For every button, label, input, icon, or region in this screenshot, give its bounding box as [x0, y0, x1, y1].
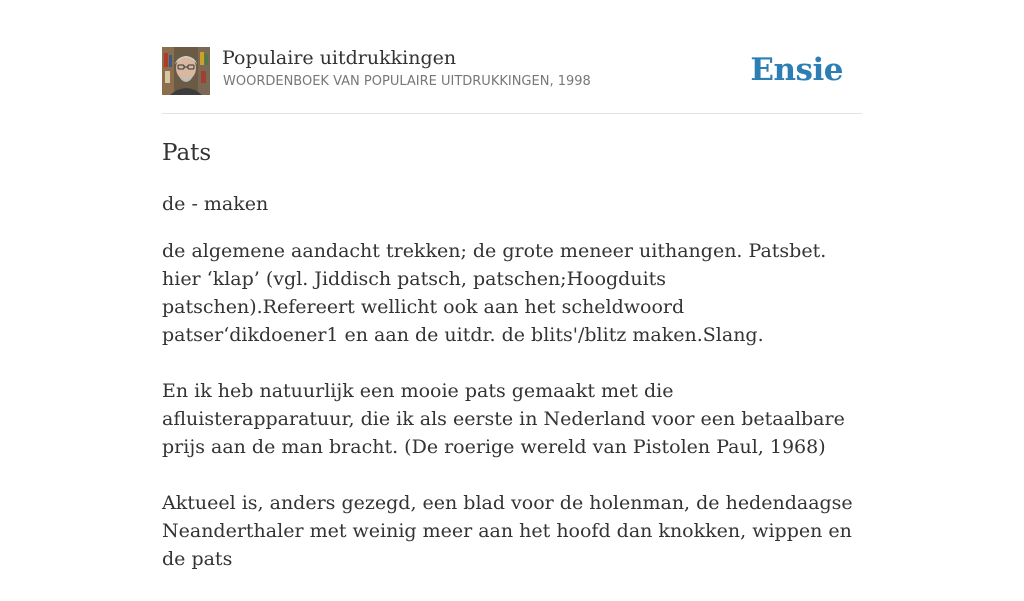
- entry-headword: Pats: [162, 140, 212, 166]
- entry-page: [162, 0, 862, 570]
- brand-logo[interactable]: Ensie: [750, 52, 843, 88]
- header-divider: [162, 113, 862, 114]
- author-avatar[interactable]: [162, 47, 210, 95]
- source-subtitle: WOORDENBOEK VAN POPULAIRE UITDRUKKINGEN, 1998: [223, 74, 591, 89]
- quote-paragraph: En ik heb natuurlijk een mooie pats gemaakt met die afluisterapparatuur, die ik als eerste in Nederland voor een betaalbare prijs aan de man bracht. (De roerige wereld van Pistolen Paul, 1968): [162, 380, 845, 458]
- source-header: [162, 46, 862, 96]
- entry-definition: [162, 237, 862, 601]
- entry-subword: de - maken: [162, 193, 269, 215]
- definition-paragraph: de algemene aandacht trekken; de grote meneer uithangen. Patsbet. hier ‘klap’ (vgl. Jiddisch patsch, patschen;Hoogduits patschen).Refereert wellicht ook aan het scheldwoord patser‘dikdoener1 en aan de uitdr. de blits'/blitz maken.Slang.: [162, 240, 827, 346]
- quote-paragraph: Aktueel is, anders gezegd, een blad voor de holenman, de hedendaagse Neanderthaler met weinig meer aan het hoofd dan knokken, wippen en de pats: [162, 492, 853, 570]
- author-portrait-icon: [162, 47, 210, 95]
- source-title[interactable]: Populaire uitdrukkingen: [222, 47, 457, 69]
